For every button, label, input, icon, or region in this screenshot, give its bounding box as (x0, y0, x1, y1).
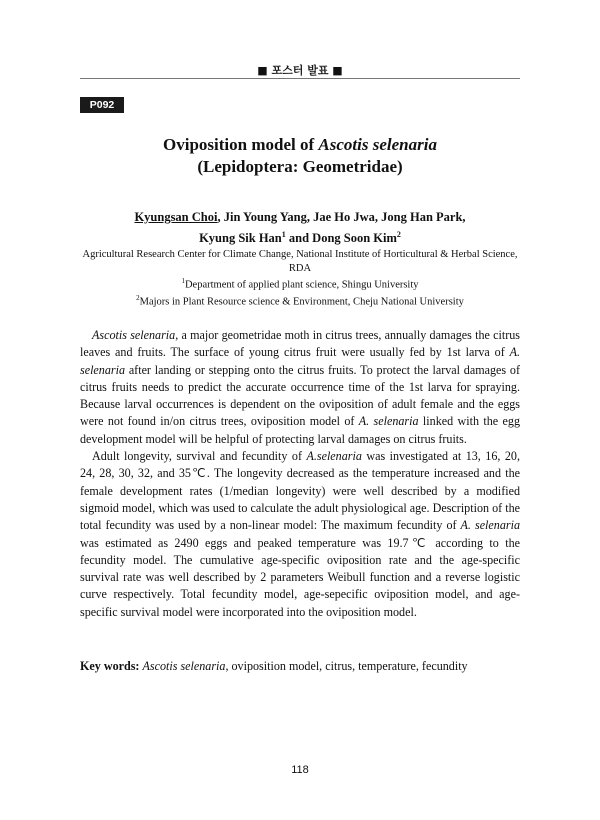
keywords (80, 658, 520, 675)
title-prefix: Oviposition model of (163, 135, 319, 154)
affiliation-1 (80, 275, 520, 292)
affiliations (80, 248, 520, 309)
species-name: A. selenaria (358, 414, 419, 429)
abstract-text: was investigated at 13, 16, 20, 24, 28, 30, 32, and 35℃. The longevity decreased as the temperature increased and the female development rates (1/median longevity) were well described by a modified sigmoid model, which was used to calculate the adult physiological age. Description of the total fecundity was used by a non-linear model: The maximum fecundity of (80, 449, 521, 533)
abstract-text: after landing or stepping onto the citrus fruits. To protect the larval damages of citrus fruits needs to predict the accurate occurrence time of the 1st larva for spraying. Because larval occurrences is dependent on the oviposition of adult female and the eggs were not found in/on citrus trees, oviposition model of (80, 362, 520, 429)
author-list (80, 209, 520, 247)
author-han-sup: 1 (281, 230, 286, 239)
header-rule (80, 78, 520, 79)
author-han: Kyung Sik Han (199, 231, 282, 246)
title-line-2: (Lepidoptera: Geometridae) (197, 157, 403, 176)
keywords-label: Key words: (80, 659, 143, 673)
author-kim: and Dong Soon Kim (285, 231, 397, 246)
species-name: A. selenaria (80, 345, 520, 377)
abstract-text: was estimated as 2490 eggs and peaked temperature was 19.7℃ according to the fecundity model. The cumulative age-specific oviposition rate and the age-specific survival rate was well described by 2 parameters Weibull function and a reverse logistic curve respectively. Total fecundity model, age-sepecific oviposition model, and age-specific survival model were incorporated into the oviposition model. (80, 535, 520, 619)
species-name: A.selenaria (306, 449, 362, 464)
abstract (80, 327, 520, 621)
section-header: ■ 포스터 발표 ■ (257, 64, 343, 77)
affiliation-2-sup: 2 (136, 294, 140, 302)
abstract-text: linked with the egg development model will be helpful of protecting larval damages on citrus fruits. (80, 414, 520, 446)
affiliation-1-text: Department of applied plant science, Shingu University (184, 279, 419, 291)
author-line-1 (80, 209, 520, 226)
title-species: Ascotis selenaria (318, 135, 437, 154)
author-kim-sup: 2 (396, 230, 401, 239)
affiliation-2 (80, 292, 520, 309)
species-name: A. selenaria (460, 518, 520, 533)
affiliation-2-text: Majors in Plant Resource science & Environment, Cheju National University (139, 296, 464, 308)
title-line-1 (80, 134, 520, 156)
page-number: 118 (291, 764, 309, 776)
keywords-species: Ascotis selenaria (142, 659, 226, 673)
abstract-text: , a major geometridae moth in citrus trees, annually damages the citrus leaves and fruits. The surface of young citrus fruit were usually fed by 1st larva of (80, 328, 520, 360)
paper-title (80, 134, 520, 178)
presenting-author: Kyungsan Choi (134, 210, 218, 224)
affiliation-1-sup: 1 (181, 277, 185, 285)
poster-code-badge: P092 (80, 97, 124, 113)
keywords-list: , oviposition model, citrus, temperature, fecundity (225, 659, 468, 673)
affiliation-main: Agricultural Research Center for Climate Change, National Institute of Horticultural & Herbal Science, RDA (82, 249, 518, 274)
abstract-paragraph-1 (80, 327, 520, 448)
abstract-paragraph-2 (80, 448, 520, 621)
co-authors-1: , Jin Young Yang, Jae Ho Jwa, Jong Han Park, (217, 210, 466, 224)
species-name: Ascotis selenaria (92, 328, 176, 342)
author-line-2 (80, 226, 520, 247)
abstract-text: Adult longevity, survival and fecundity of (92, 449, 307, 464)
